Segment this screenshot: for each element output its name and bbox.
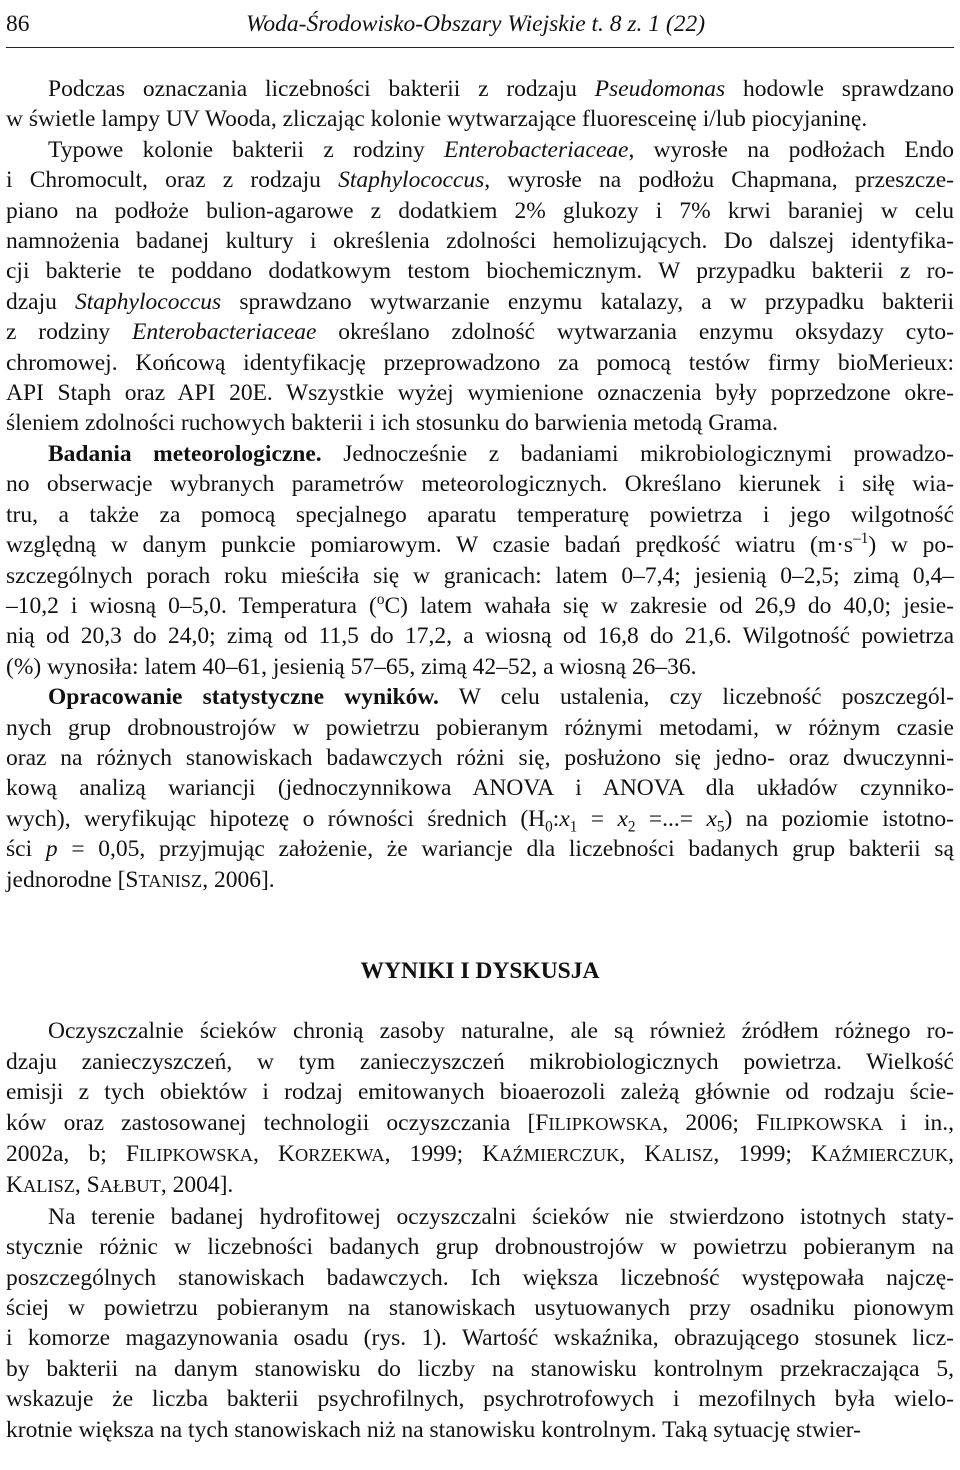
- text-line: oraz na różnych stanowiskach badawczych różni się, posłużono się jedno- oraz dwuczynni-: [6, 744, 954, 771]
- text-line: wych), weryfikując hipotezę o równości średnich ($H_0:x_1 = x_2$ =...= $x_5$) na poziomie istotno-: [6, 805, 955, 836]
- text-line: jednorodne [STANISZ, 2006].: [6, 866, 275, 893]
- text-line: nych grup drobnoustrojów w powietrzu pobieranym różnymi metodami, w różnym czasie: [6, 714, 954, 741]
- text-line: –10,2 i wiosną 0–5,0. Temperatura ($^o$C) latem wahała się w zakresie od 26,9 do 40,0; jesie-: [6, 591, 954, 619]
- spacer: [6, 986, 954, 1016]
- text-line: tru, a także za pomocą specjalnego aparatu temperaturę powietrza i jego wilgotność: [6, 501, 954, 528]
- journal-title: Woda-Środowisko-Obszary Wiejskie t. 8 z. 1 (22): [246, 11, 706, 37]
- text-line: krotnie większa na tych stanowiskach niż na stanowisku kontrolnym. Taką sytuację stwier-: [6, 1416, 861, 1443]
- text-line: z rodziny Enterobacteriaceae określano zdolność wytwarzania enzymu oksydazy cyto-: [6, 319, 955, 346]
- text-line: KALISZ, SAŁBUT, 2004].: [6, 1172, 234, 1199]
- text-line: stycznie różnic w liczebności badanych grup drobnoustrojów w powietrzu pobieranym na: [6, 1234, 954, 1261]
- text-line: namnożenia badanej kultury i określenia zdolności hemolizujących. Do dalszej identyfika-: [6, 228, 954, 255]
- section-heading: WYNIKI I DYSKUSJA: [360, 957, 600, 984]
- text-line: Opracowanie statystyczne wyników. W celu ustalenia, czy liczebność poszczegól-: [48, 684, 954, 711]
- spacer: [6, 896, 954, 956]
- text-line: względną w danym punkcie pomiarowym. W czasie badań prędkość wiatru $(m\cdot s^{-1})$ w po-: [6, 530, 954, 559]
- text-line: i Chromocult, oraz z rodzaju Staphylococcus, wyrosłe na podłożu Chapmana, przeszcze-: [6, 167, 954, 194]
- text-line: emisji z tych obiektów i rodzaj emitowanych bioaerozoli zależą głównie od rodzaju ście-: [6, 1079, 954, 1106]
- text-line: kową analizą wariancji (jednoczynnikowa ANOVA i ANOVA dla układów czynniko-: [6, 775, 954, 802]
- text-line: dzaju Staphylococcus sprawdzano wytwarzanie enzymu katalazy, a w przypadku bakterii: [6, 288, 954, 315]
- text-line: cji bakterie te poddano dodatkowym testom biochemicznym. W przypadku bakterii z ro-: [6, 258, 954, 285]
- text-line: Na terenie badanej hydrofitowej oczyszczalni ścieków nie stwierdzono istotnych staty-: [48, 1203, 954, 1230]
- text-line: API Staph oraz API 20E. Wszystkie wyżej wymienione oznaczenia były poprzedzone okre-: [6, 380, 954, 407]
- text-line: ści p = 0,05, przyjmując założenie, że wariancje dla liczebności badanych grup bakterii są: [6, 836, 954, 863]
- text-line: piano na podłoże bulion-agarowe z dodatkiem 2% glukozy i 7% krwi baraniej w celu: [6, 197, 954, 224]
- text-line: wskazuje że liczba bakterii psychrofilnych, psychrotrofowych i mezofilnych była wielo-: [6, 1386, 954, 1413]
- text-line: Typowe kolonie bakterii z rodziny Enterobacteriaceae, wyrosłe na podłożach Endo: [48, 136, 955, 163]
- text-line: w świetle lampy UV Wooda, zliczając kolonie wytwarzające fluoresceinę i/lub piocyjaninę.: [6, 106, 868, 133]
- text-line: Podczas oznaczania liczebności bakterii z rodzaju Pseudomonas hodowle sprawdzano: [48, 76, 954, 102]
- text-line: i komorze magazynowania osadu (rys. 1). Wartość wskaźnika, obrazującego stosunek licz-: [6, 1325, 954, 1352]
- header-rule: [6, 47, 954, 48]
- text-line: 2002a, b; FILIPKOWSKA, KORZEKWA, 1999; KAŹMIERCZUK, KALISZ, 1999; KAŹMIERCZUK,: [6, 1141, 955, 1167]
- running-header: [6, 4, 954, 44]
- text-line: Oczyszczalnie ścieków chronią zasoby naturalne, ale są również źródłem różnego ro-: [48, 1018, 954, 1045]
- text-line: by bakterii na danym stanowisku do liczby na stanowisku kontrolnym przekraczająca 5,: [6, 1355, 954, 1382]
- text-line: śleniem zdolności ruchowych bakterii i ich stosunku do barwienia metodą Grama.: [6, 410, 779, 437]
- body-text: [6, 74, 954, 1445]
- text-line: poszczególnych stanowiskach badawczych. Ich większa liczebność występowała najczę-: [6, 1264, 954, 1291]
- text-line: no obserwacje wybranych parametrów meteorologicznych. Określano kierunek i siłę wia-: [6, 471, 954, 498]
- text-line: chromowej. Końcową identyfikację przeprowadzono za pomocą testów firmy bioMerieux:: [6, 349, 954, 376]
- text-line: Badania meteorologiczne. Jednocześnie z badaniami mikrobiologicznymi prowadzo-: [48, 440, 954, 467]
- text-line: dzaju zanieczyszczeń, w tym zanieczyszczeń mikrobiologicznych powietrza. Wielkość: [6, 1048, 954, 1075]
- text-line: (%) wynosiła: latem 40–61, jesienią 57–65, zimą 42–52, a wiosną 26–36.: [6, 653, 697, 680]
- text-line: ściej w powietrzu pobieranym na stanowiskach usytuowanych przy osadniku pionowym: [6, 1295, 954, 1322]
- text-line: ków oraz zastosowanej technologii oczyszczania [FILIPKOWSKA, 2006; FILIPKOWSKA i in.,: [6, 1109, 954, 1136]
- page-number: 86: [6, 11, 30, 37]
- text-line: szczególnych porach roku mieściła się w granicach: latem 0–7,4; jesienią 0–2,5; zimą 0,4–: [6, 562, 954, 589]
- text-line: nią od 20,3 do 24,0; zimą od 11,5 do 17,2, a wiosną od 16,8 do 21,6. Wilgotność powietrza: [6, 623, 954, 650]
